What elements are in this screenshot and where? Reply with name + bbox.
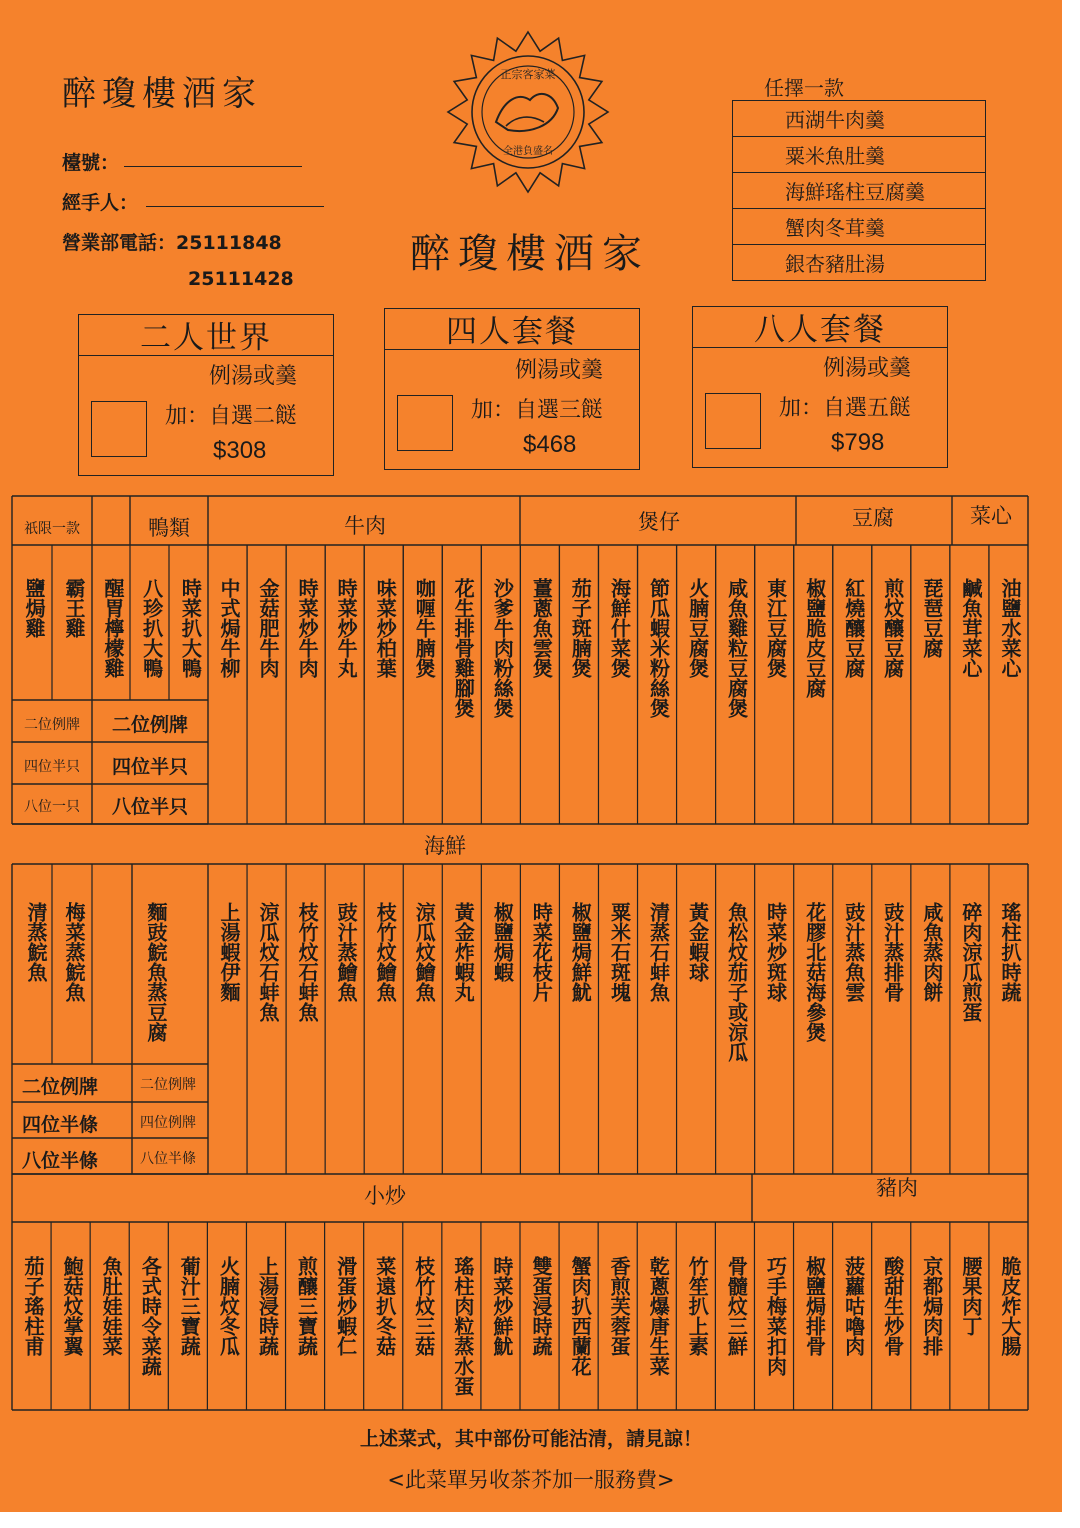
menu-item[interactable]: 琵琶豆腐 (919, 578, 944, 658)
menu-item[interactable]: 紅燒釀豆腐 (841, 578, 866, 678)
menu-item[interactable]: 霸王雞 (62, 578, 86, 638)
menu-item[interactable]: 咖喱牛腩煲 (412, 578, 437, 678)
set-meal-add: 加：自選二餸 (165, 404, 298, 429)
sold-out-note: 上述菜式，其中部份可能沽清，請見諒！ (359, 1428, 702, 1450)
menu-item[interactable]: 金菇肥牛肉 (256, 578, 281, 678)
soup-choice-label: 任擇一款 (764, 76, 844, 100)
menu-item[interactable]: 咸魚蒸肉餅 (919, 902, 944, 1002)
menu-item[interactable]: 時菜花枝片 (529, 902, 554, 1002)
menu-item[interactable]: 時菜炒牛丸 (334, 578, 359, 678)
menu-item[interactable]: 時菜炒牛肉 (295, 578, 320, 678)
menu-item[interactable]: 葡汁三寶蔬 (177, 1256, 202, 1356)
soup-option[interactable]: 海鮮瑤柱豆腐羹 (733, 173, 986, 209)
restaurant-name: 醉瓊樓酒家 (62, 74, 262, 114)
set-meal-soup: 例湯或羹 (515, 358, 604, 383)
handler-label: 經手人： (62, 192, 139, 214)
menu-item[interactable]: 腰果肉丁 (958, 1256, 983, 1336)
set-meal-title: 二人世界 (79, 315, 333, 356)
menu-item[interactable]: 花生排骨雞腳煲 (451, 578, 476, 718)
phone-2: 25111428 (188, 268, 294, 290)
table-number-label: 檯號： (62, 152, 120, 174)
menu-item[interactable]: 鹽焗雞 (22, 578, 46, 638)
menu-item[interactable]: 薑蔥魚雲煲 (529, 578, 554, 678)
menu-item[interactable]: 火腩炆冬瓜 (216, 1256, 241, 1356)
menu-item[interactable]: 菜遠扒冬菇 (372, 1256, 397, 1356)
menu-item[interactable]: 雙蛋浸時蔬 (529, 1256, 553, 1356)
menu-item[interactable]: 海鮮什菜煲 (607, 578, 632, 678)
menu-item[interactable]: 瑤柱扒時蔬 (997, 902, 1022, 1002)
soup-option[interactable]: 西湖牛肉羹 (733, 101, 986, 137)
phone-label: 營業部電話：25111848 (62, 232, 282, 254)
menu-item[interactable]: 菠蘿咕嚕肉 (841, 1256, 866, 1356)
menu-item[interactable]: 時菜扒大鴨 (178, 578, 203, 678)
menu-item[interactable]: 煎釀三寶蔬 (294, 1256, 319, 1356)
veg-header: 菜心 (970, 504, 1012, 528)
menu-item[interactable]: 各式時令菜蔬 (138, 1256, 163, 1376)
menu-item[interactable]: 上湯浸時蔬 (255, 1256, 280, 1356)
menu-item[interactable]: 椒鹽焗蝦 (490, 902, 515, 982)
soup-option[interactable]: 銀杏豬肚湯 (733, 245, 986, 281)
menu-item[interactable]: 黃金炸蝦丸 (451, 902, 476, 1002)
menu-item[interactable]: 蟹肉扒西蘭花 (568, 1256, 593, 1376)
seafood-header: 海鮮 (424, 834, 466, 858)
menu-item[interactable]: 東江豆腐煲 (763, 578, 788, 678)
svg-text:全港負盛名: 全港負盛名 (503, 146, 553, 157)
paper-edge (1062, 0, 1080, 1528)
menu-item[interactable]: 茄子瑤柱甫 (21, 1256, 45, 1356)
menu-item[interactable]: 粟米石斑塊 (607, 902, 632, 1002)
restaurant-name-center: 醉瓊樓酒家 (410, 231, 650, 277)
set-meal-soup: 例湯或羹 (209, 364, 298, 389)
menu-item[interactable]: 竹笙扒上素 (685, 1256, 710, 1356)
service-charge-note: <此菜單另收茶芥加一服務費> (387, 1468, 675, 1492)
menu-item[interactable]: 八珍扒大鴨 (139, 578, 164, 678)
set-meal-title: 四人套餐 (385, 309, 639, 350)
set-meal-price: $798 (831, 429, 885, 456)
pork-header: 豬肉 (876, 1176, 918, 1200)
claypot-header: 煲仔 (638, 510, 680, 534)
menu-item[interactable]: 豉汁蒸魚雲 (841, 902, 866, 1002)
menu-item[interactable]: 椒鹽焗排骨 (802, 1256, 827, 1356)
menu-item[interactable]: 麵豉鯇魚蒸豆腐 (144, 902, 168, 1042)
menu-item[interactable]: 中式焗牛柳 (217, 578, 241, 678)
menu-item[interactable]: 魚松炆茄子或涼瓜 (724, 902, 749, 1062)
menu-item[interactable]: 瑤柱肉粒蒸水蛋 (450, 1256, 475, 1396)
menu-item[interactable]: 枝竹炆石蚌魚 (295, 902, 320, 1022)
limit-one-header: 祇限一款 (24, 521, 80, 537)
menu-item[interactable]: 巧手梅菜扣肉 (763, 1256, 788, 1376)
menu-item[interactable]: 鮑菇炆掌翼 (60, 1256, 85, 1356)
menu-item[interactable]: 脆皮炸大腸 (997, 1256, 1022, 1356)
menu-item[interactable]: 清蒸石蚌魚 (646, 902, 671, 1002)
soup-option[interactable]: 粟米魚肚羹 (733, 137, 986, 173)
portion-label: 四位半只 (24, 759, 80, 775)
menu-item[interactable]: 鹹魚茸菜心 (958, 578, 983, 678)
menu-item[interactable]: 節瓜蝦米粉絲煲 (646, 578, 671, 718)
portion-label: 四位半條 (22, 1114, 99, 1136)
portion-label: 二位例牌 (112, 714, 189, 736)
menu-item[interactable]: 茄子斑腩煲 (568, 578, 593, 678)
menu-item[interactable]: 黃金蝦球 (685, 902, 710, 982)
svg-text:正宗客家菜: 正宗客家菜 (500, 68, 556, 81)
menu-item[interactable]: 椒鹽焗鮮魷 (568, 902, 593, 1002)
menu-item[interactable]: 花膠北菇海參煲 (802, 902, 827, 1042)
portion-label: 二位例牌 (140, 1077, 196, 1093)
set-meal-price: $468 (523, 431, 577, 458)
menu-item[interactable]: 豉汁蒸鱠魚 (334, 902, 359, 1002)
menu-item[interactable]: 咸魚雞粒豆腐煲 (724, 578, 749, 718)
tofu-header: 豆腐 (852, 506, 894, 530)
menu-item[interactable]: 枝竹炆三菇 (411, 1256, 436, 1356)
menu-item[interactable]: 梅菜蒸鯇魚 (62, 902, 86, 1002)
menu-item[interactable]: 油鹽水菜心 (997, 578, 1022, 678)
menu-item[interactable]: 上湯蝦伊麵 (217, 902, 241, 1002)
menu-item[interactable]: 涼瓜炆石蚌魚 (256, 902, 281, 1022)
set-meal-soup: 例湯或羹 (823, 356, 912, 381)
menu-item[interactable]: 碎肉涼瓜煎蛋 (958, 902, 983, 1022)
menu-item[interactable]: 滑蛋炒蝦仁 (333, 1256, 358, 1356)
portion-label: 二位例牌 (22, 1076, 99, 1098)
menu-item[interactable]: 時菜炒鮮魷 (489, 1256, 514, 1356)
menu-item[interactable]: 京都焗肉排 (919, 1256, 944, 1356)
menu-item[interactable]: 香煎芙蓉蛋 (607, 1256, 632, 1356)
menu-item[interactable]: 味菜炒柏葉 (373, 578, 398, 678)
menu-item[interactable]: 清蒸鯇魚 (24, 902, 48, 982)
menu-item[interactable]: 椒鹽脆皮豆腐 (802, 578, 827, 698)
set-meal-title: 八人套餐 (693, 307, 947, 348)
menu-item[interactable]: 骨髓炆三鮮 (724, 1256, 749, 1356)
menu-item[interactable]: 豉汁蒸排骨 (880, 902, 905, 1002)
set-meal-add: 加：自選三餸 (471, 398, 604, 423)
stirfry-header: 小炒 (364, 1184, 406, 1208)
duck-header: 鴨類 (148, 516, 190, 540)
menu-item[interactable]: 煎炆釀豆腐 (880, 578, 905, 678)
soup-option[interactable]: 蟹肉冬茸羹 (733, 209, 986, 245)
portion-label: 八位一只 (24, 799, 80, 815)
menu-item[interactable]: 時菜炒斑球 (763, 902, 788, 1002)
portion-label: 二位例牌 (24, 717, 80, 733)
menu-item[interactable]: 醒胃檸檬雞 (101, 578, 125, 678)
menu-item[interactable]: 火腩豆腐煲 (685, 578, 710, 678)
set-meal-price: $308 (213, 437, 267, 464)
portion-label: 四位例牌 (140, 1115, 196, 1131)
menu-item[interactable]: 酸甜生炒骨 (880, 1256, 905, 1356)
portion-label: 八位半條 (140, 1151, 196, 1167)
menu-item[interactable]: 沙爹牛肉粉絲煲 (490, 578, 515, 718)
menu-item[interactable]: 魚肚娃娃菜 (99, 1256, 124, 1356)
set-meal-add: 加：自選五餸 (779, 396, 912, 421)
menu-item[interactable]: 涼瓜炆鱠魚 (412, 902, 437, 1002)
beef-header: 牛肉 (344, 514, 386, 538)
menu-item[interactable]: 枝竹炆鱠魚 (373, 902, 398, 1002)
portion-label: 四位半只 (112, 756, 189, 778)
portion-label: 八位半條 (22, 1150, 99, 1172)
portion-label: 八位半只 (112, 796, 189, 818)
menu-item[interactable]: 乾蔥爆唐生菜 (646, 1256, 671, 1376)
